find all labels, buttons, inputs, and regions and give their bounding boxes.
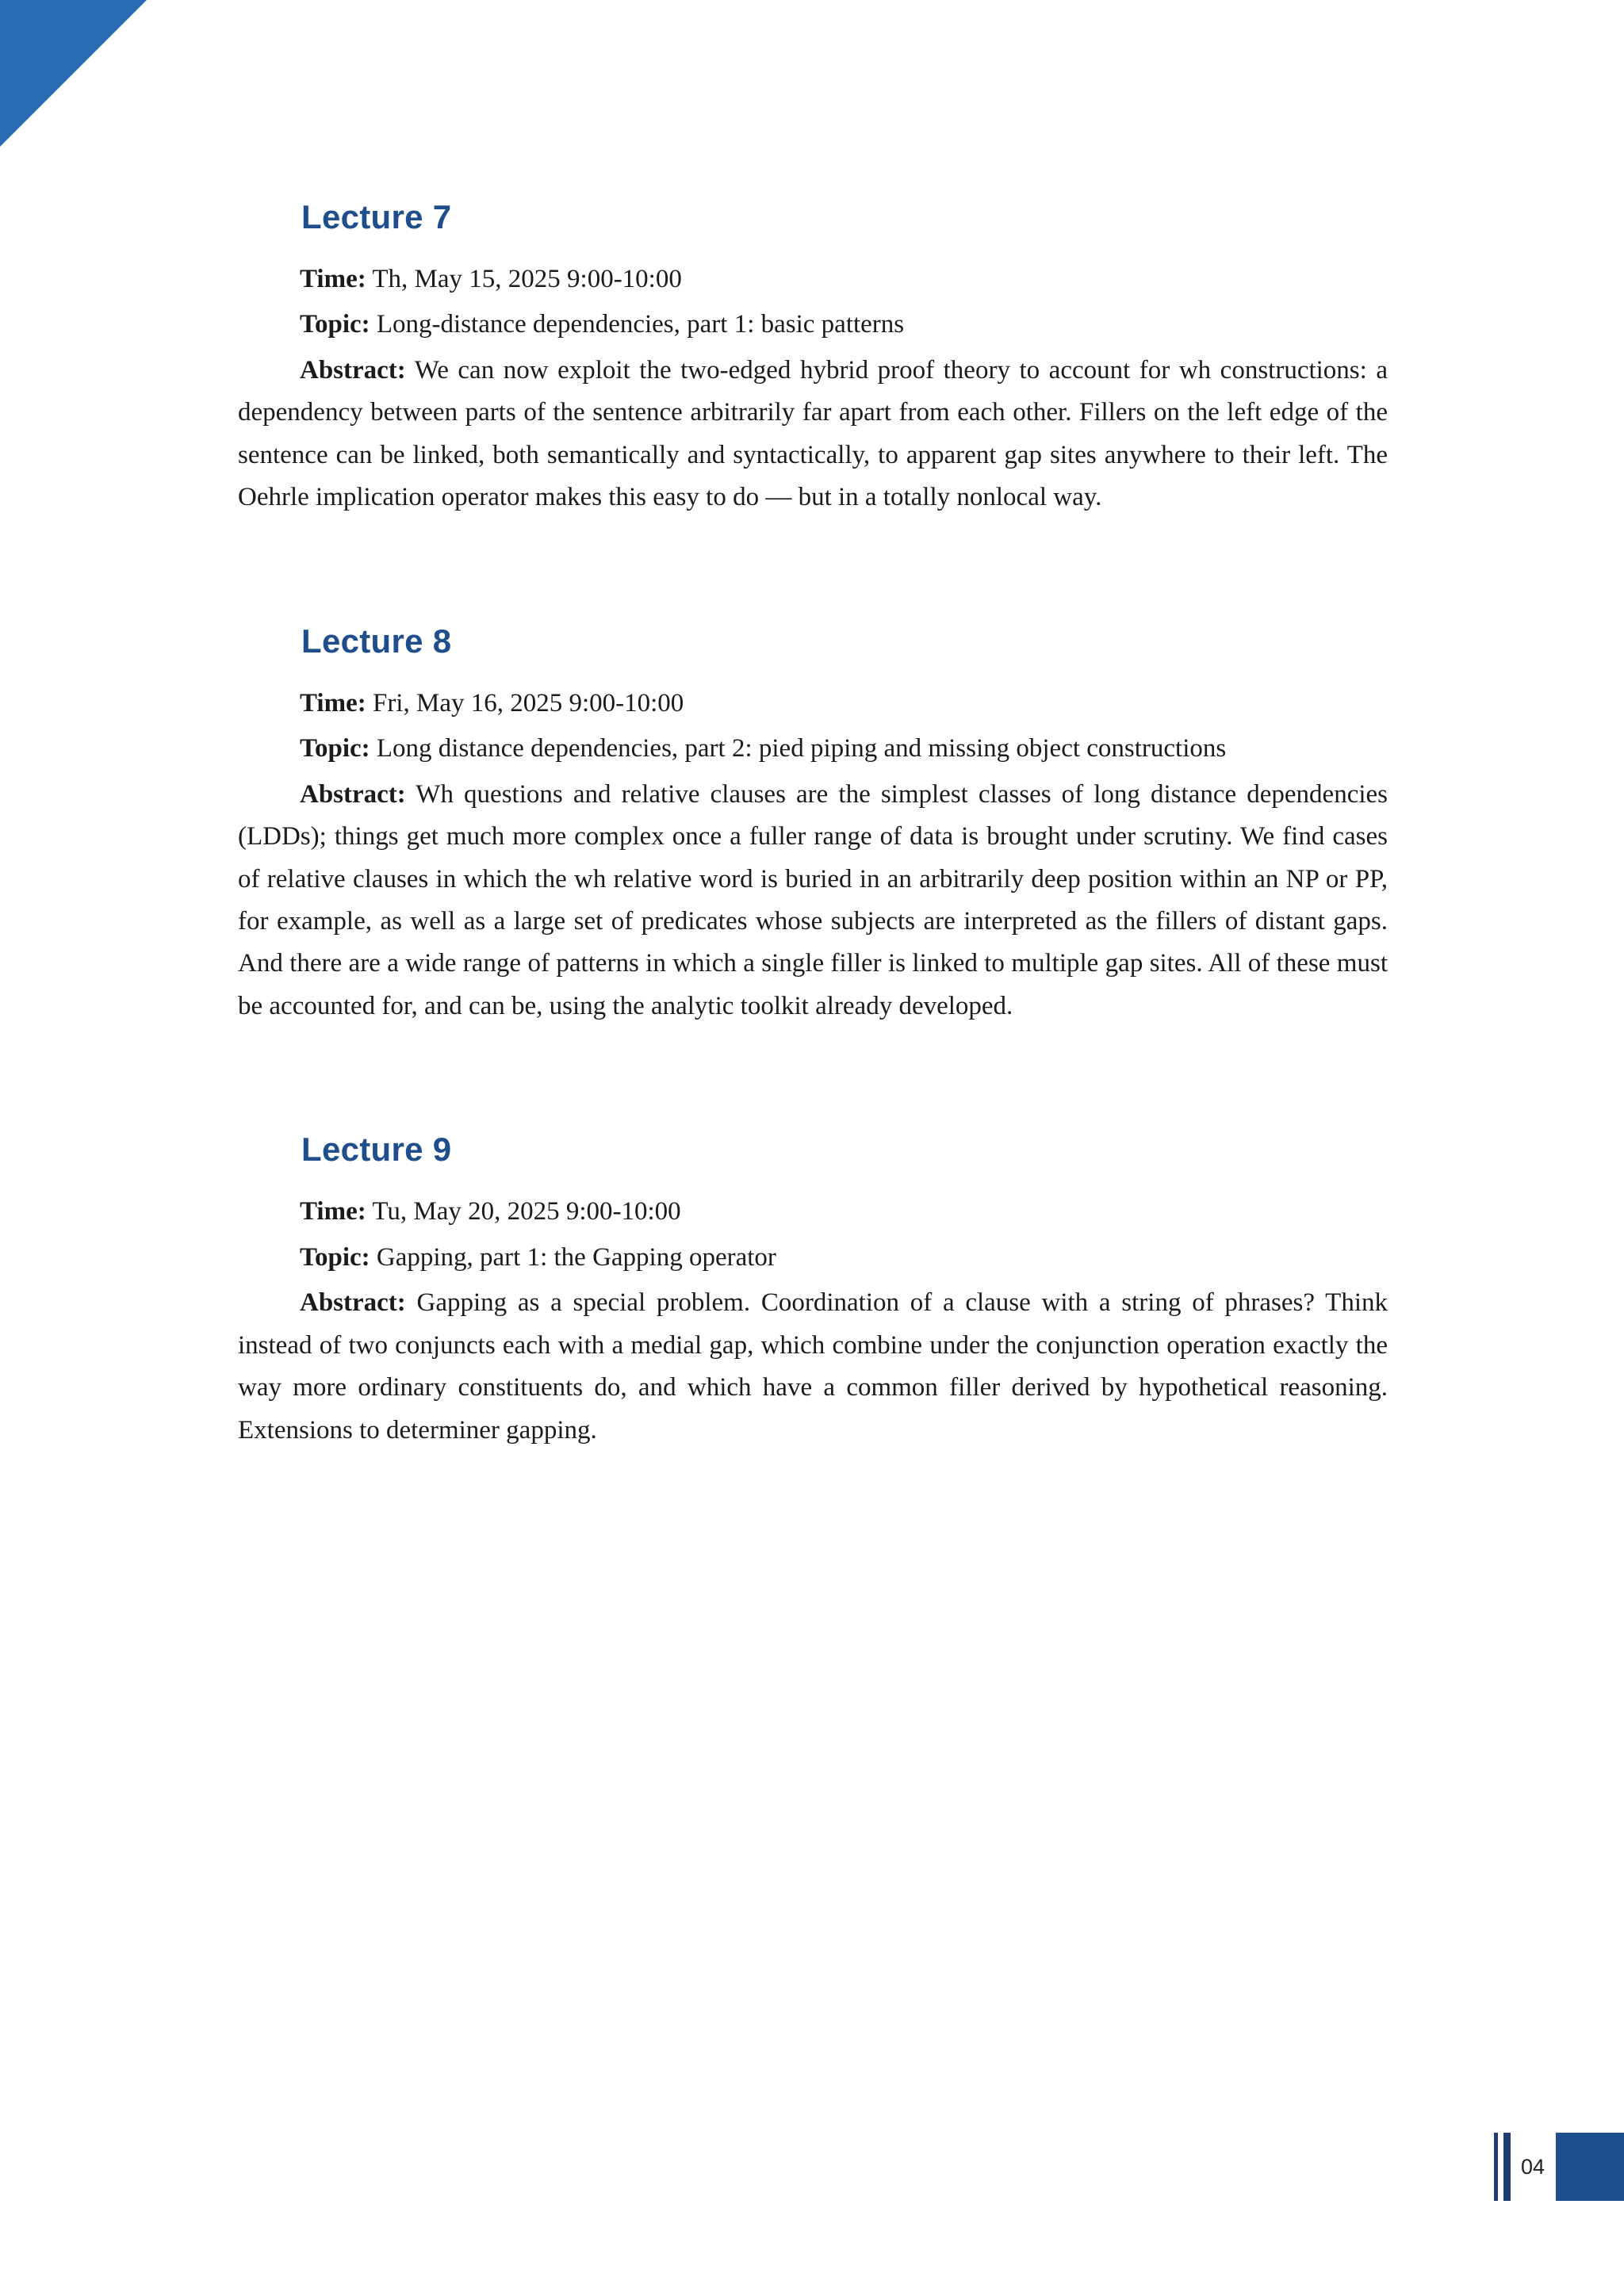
lecture-title: Lecture 8 — [301, 622, 452, 660]
lecture-time-line — [238, 1191, 1388, 1233]
topic-value: Long distance dependencies, part 2: pied piping and missing object constructions — [370, 734, 1227, 763]
abstract-label: Abstract: — [300, 355, 406, 385]
topic-label: Topic: — [300, 310, 370, 339]
topic-label: Topic: — [300, 1242, 370, 1272]
abstract-label: Abstract: — [300, 779, 406, 809]
lecture-abstract — [238, 774, 1388, 1028]
lecture-block — [238, 622, 1388, 1028]
topic-value: Gapping, part 1: the Gapping operator — [370, 1242, 776, 1272]
document-body — [238, 198, 1388, 1452]
abstract-text: Wh questions and relative clauses are the simplest classes of long distance dependencies (LDDs); things get much more complex once a fuller range of data is brought under scrutiny. We find cases of relative clauses in which the wh relative word is buried in an arbitrarily deep position within an NP or PP, for example, as well as a large set of predicates whose subjects are interpreted as the fillers of distant gaps. And there are a wide range of patterns in which a single filler is linked to multiple gap sites. All of these must be accounted for, and can be, using the analytic toolkit already developed. — [238, 779, 1388, 1020]
time-value: Tu, May 20, 2025 9:00-10:00 — [366, 1197, 681, 1226]
lecture-time-line — [238, 683, 1388, 725]
time-value: Th, May 15, 2025 9:00-10:00 — [366, 265, 682, 293]
abstract-text: We can now exploit the two-edged hybrid proof theory to account for wh constructions: a dependency between parts of the sentence arbitrarily far apart from each other. Fillers on the left edge of the sentence can be linked, both semantically and syntactically, to apparent gap sites anywhere to their left. The Oehrle implication operator makes this easy to do — but in a totally nonlocal way. — [238, 355, 1388, 512]
time-label: Time: — [300, 1197, 366, 1226]
lecture-topic-line — [238, 728, 1388, 770]
time-label: Time: — [300, 265, 366, 293]
page-footer — [1494, 2133, 1624, 2201]
page-number: 04 — [1520, 2154, 1545, 2179]
lecture-title: Lecture 9 — [301, 1131, 452, 1169]
footer-rule-thin — [1494, 2133, 1498, 2201]
time-value: Fri, May 16, 2025 9:00-10:00 — [366, 688, 684, 718]
abstract-label: Abstract: — [300, 1288, 406, 1318]
lecture-abstract — [238, 1282, 1388, 1452]
lecture-block — [238, 1131, 1388, 1452]
abstract-text: Gapping as a special problem. Coordination of a clause with a string of phrases? Think instead of two conjuncts each with a medial gap, which combine under the conjunction operation exactly the way more ordinary constituents do, and which have a common filler derived by hypothetical reasoning. Extensions to determiner gapping. — [238, 1288, 1388, 1445]
lecture-abstract — [238, 350, 1388, 519]
lecture-topic-line — [238, 304, 1388, 346]
lecture-block — [238, 198, 1388, 519]
corner-decoration-triangle — [0, 0, 147, 147]
footer-square-decoration — [1556, 2133, 1624, 2201]
time-label: Time: — [300, 688, 366, 718]
topic-value: Long-distance dependencies, part 1: basic patterns — [370, 310, 905, 339]
topic-label: Topic: — [300, 734, 370, 763]
lecture-title: Lecture 7 — [301, 198, 452, 235]
footer-rule-thick — [1503, 2133, 1511, 2201]
lecture-time-line — [238, 258, 1388, 300]
lecture-topic-line — [238, 1237, 1388, 1279]
